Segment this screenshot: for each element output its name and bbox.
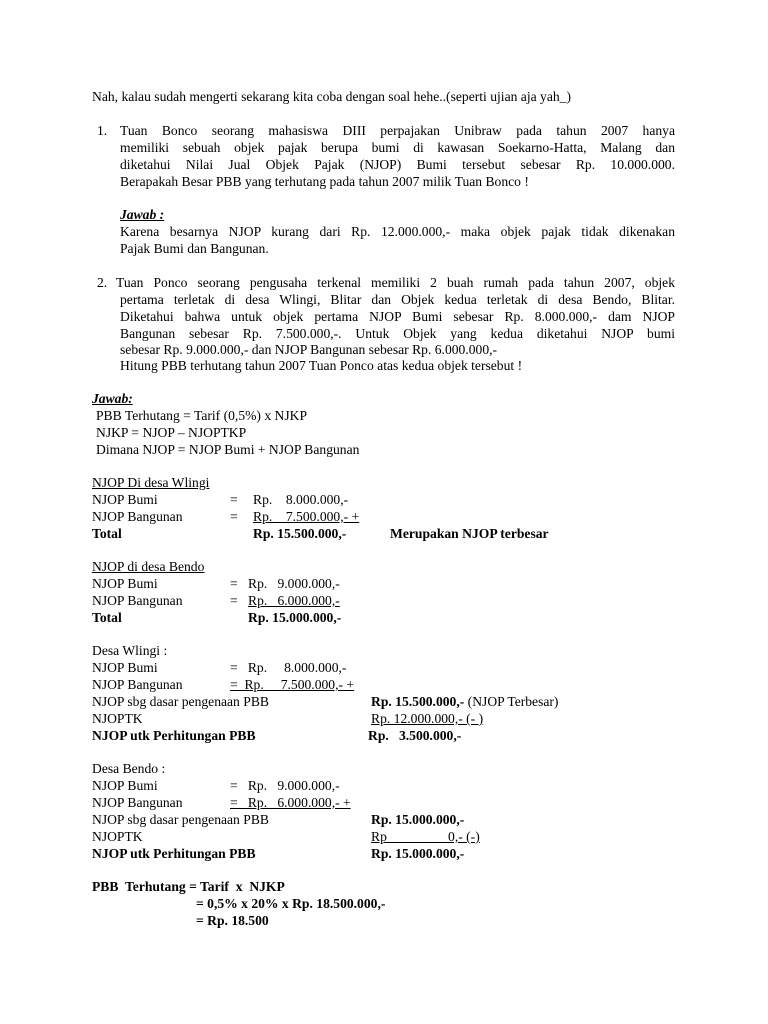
wlingi-note: Merupakan NJOP terbesar xyxy=(390,526,549,541)
desa-wlingi-dasar-row xyxy=(371,693,558,710)
question-1-line: Berapakah Besar PBB yang terhutang pada tahun 2007 milik Tuan Bonco ! xyxy=(120,174,529,189)
wlingi-bumi-value: Rp. 8.000.000,- xyxy=(253,492,349,507)
desa-wlingi-utk-label: NJOP utk Perhitungan PBB xyxy=(92,728,256,743)
desa-wlingi-njoptk-value: Rp. 12.000.000,- (- ) xyxy=(371,711,484,726)
formula-njkp: NJKP = NJOP – NJOPTKP xyxy=(96,425,247,440)
question-1-number: 1. xyxy=(97,123,108,138)
wlingi-bangunan-eq: = xyxy=(230,509,238,524)
solution-jawab-label: Jawab: xyxy=(92,391,133,406)
question-2-line: Diketahui bahwa untuk objek pertama NJOP Bumi sebesar Rp. 8.000.000,- dam NJOP xyxy=(120,309,675,324)
bendo-bumi-label: NJOP Bumi xyxy=(92,576,158,591)
question-2-line: Bangunan sebesar Rp. 7.500.000,-. Untuk Objek yang kedua diketahui NJOP bumi xyxy=(120,326,675,341)
desa-wlingi-njoptk-label: NJOPTK xyxy=(92,711,143,726)
question-1-line: diketahui Nilai Jual Objek Pajak (NJOP) Bumi tersebut sebesar Rp. 10.000.000. xyxy=(120,157,675,172)
desa-wlingi-bumi-label: NJOP Bumi xyxy=(92,660,158,675)
desa-wlingi-dasar-value: Rp. 15.500.000,- xyxy=(371,694,465,709)
wlingi-total-value: Rp. 15.500.000,- xyxy=(253,526,347,541)
question-1-answer-line: Karena besarnya NJOP kurang dari Rp. 12.000.000,- maka objek pajak tidak dikenakan xyxy=(120,224,675,239)
bendo-total-label: Total xyxy=(92,610,122,625)
bendo-bangunan-value: Rp. 6.000.000,- xyxy=(248,593,340,608)
bendo-bangunan-label: NJOP Bangunan xyxy=(92,593,183,608)
desa-wlingi-title: Desa Wlingi : xyxy=(92,643,168,658)
question-2-number: 2. xyxy=(97,275,108,290)
wlingi-title: NJOP Di desa Wlingi xyxy=(92,475,210,490)
question-1-line: Tuan Bonco seorang mahasiswa DIII perpajakan Unibraw pada tahun 2007 hanya xyxy=(120,123,675,138)
desa-bendo-dasar-value: Rp. 15.000.000,- xyxy=(371,812,465,827)
desa-wlingi-dasar-note: (NJOP Terbesar) xyxy=(464,694,559,709)
final-result: = Rp. 18.500 xyxy=(196,913,269,928)
intro-text: Nah, kalau sudah mengerti sekarang kita coba dengan soal hehe..(seperti ujian aja yah_) xyxy=(92,89,571,104)
bendo-bumi-value: Rp. 9.000.000,- xyxy=(248,576,340,591)
desa-bendo-njoptk-label: NJOPTK xyxy=(92,829,143,844)
wlingi-total-label: Total xyxy=(92,526,122,541)
desa-bendo-njoptk-value: Rp 0,- (-) xyxy=(371,829,480,844)
wlingi-bangunan-label: NJOP Bangunan xyxy=(92,509,183,524)
question-2-line: sebesar Rp. 9.000.000,- dan NJOP Bangunan sebesar Rp. 6.000.000,- xyxy=(120,342,498,357)
desa-bendo-title: Desa Bendo : xyxy=(92,761,166,776)
desa-bendo-bangunan-label: NJOP Bangunan xyxy=(92,795,183,810)
question-2-line: Tuan Ponco seorang pengusaha terkenal memiliki 2 buah rumah pada tahun 2007, objek xyxy=(116,275,675,290)
formula-njop: Dimana NJOP = NJOP Bumi + NJOP Bangunan xyxy=(96,442,360,457)
bendo-total-value: Rp. 15.000.000,- xyxy=(248,610,342,625)
wlingi-bangunan-value: Rp. 7.500.000,- + xyxy=(253,509,360,524)
formula-pbb: PBB Terhutang = Tarif (0,5%) x NJKP xyxy=(96,408,308,423)
desa-wlingi-bangunan-value: = Rp. 7.500.000,- + xyxy=(230,677,355,692)
desa-wlingi-dasar-label: NJOP sbg dasar pengenaan PBB xyxy=(92,694,269,709)
desa-wlingi-bangunan-label: NJOP Bangunan xyxy=(92,677,183,692)
bendo-title: NJOP di desa Bendo xyxy=(92,559,205,574)
desa-bendo-utk-label: NJOP utk Perhitungan PBB xyxy=(92,846,256,861)
desa-wlingi-bumi-value: = Rp. 8.000.000,- xyxy=(230,660,347,675)
question-2-line: Hitung PBB terhutang tahun 2007 Tuan Ponco atas kedua objek tersebut ! xyxy=(120,358,523,373)
question-2-line: pertama terletak di desa Wlingi, Blitar dan Objek kedua terletak di desa Bendo, Blitar. xyxy=(120,292,675,307)
desa-bendo-bumi-value: = Rp. 9.000.000,- xyxy=(230,778,340,793)
desa-bendo-bangunan-value: = Rp. 6.000.000,- + xyxy=(230,795,351,810)
desa-wlingi-utk-value: Rp. 3.500.000,- xyxy=(368,728,462,743)
desa-bendo-bumi-label: NJOP Bumi xyxy=(92,778,158,793)
question-1-answer-line: Pajak Bumi dan Bangunan. xyxy=(120,241,269,256)
desa-bendo-dasar-label: NJOP sbg dasar pengenaan PBB xyxy=(92,812,269,827)
question-1-line: memiliki sebuah objek pajak berupa bumi di kawasan Soekarno-Hatta, Malang dan xyxy=(120,140,675,155)
final-formula: PBB Terhutang = Tarif x NJKP xyxy=(92,879,285,894)
bendo-bangunan-eq: = xyxy=(230,593,238,608)
bendo-bumi-eq: = xyxy=(230,576,238,591)
wlingi-bumi-eq: = xyxy=(230,492,238,507)
final-calculation: = 0,5% x 20% x Rp. 18.500.000,- xyxy=(196,896,386,911)
desa-bendo-utk-value: Rp. 15.000.000,- xyxy=(371,846,465,861)
question-1-jawab-label: Jawab : xyxy=(120,207,165,222)
wlingi-bumi-label: NJOP Bumi xyxy=(92,492,158,507)
